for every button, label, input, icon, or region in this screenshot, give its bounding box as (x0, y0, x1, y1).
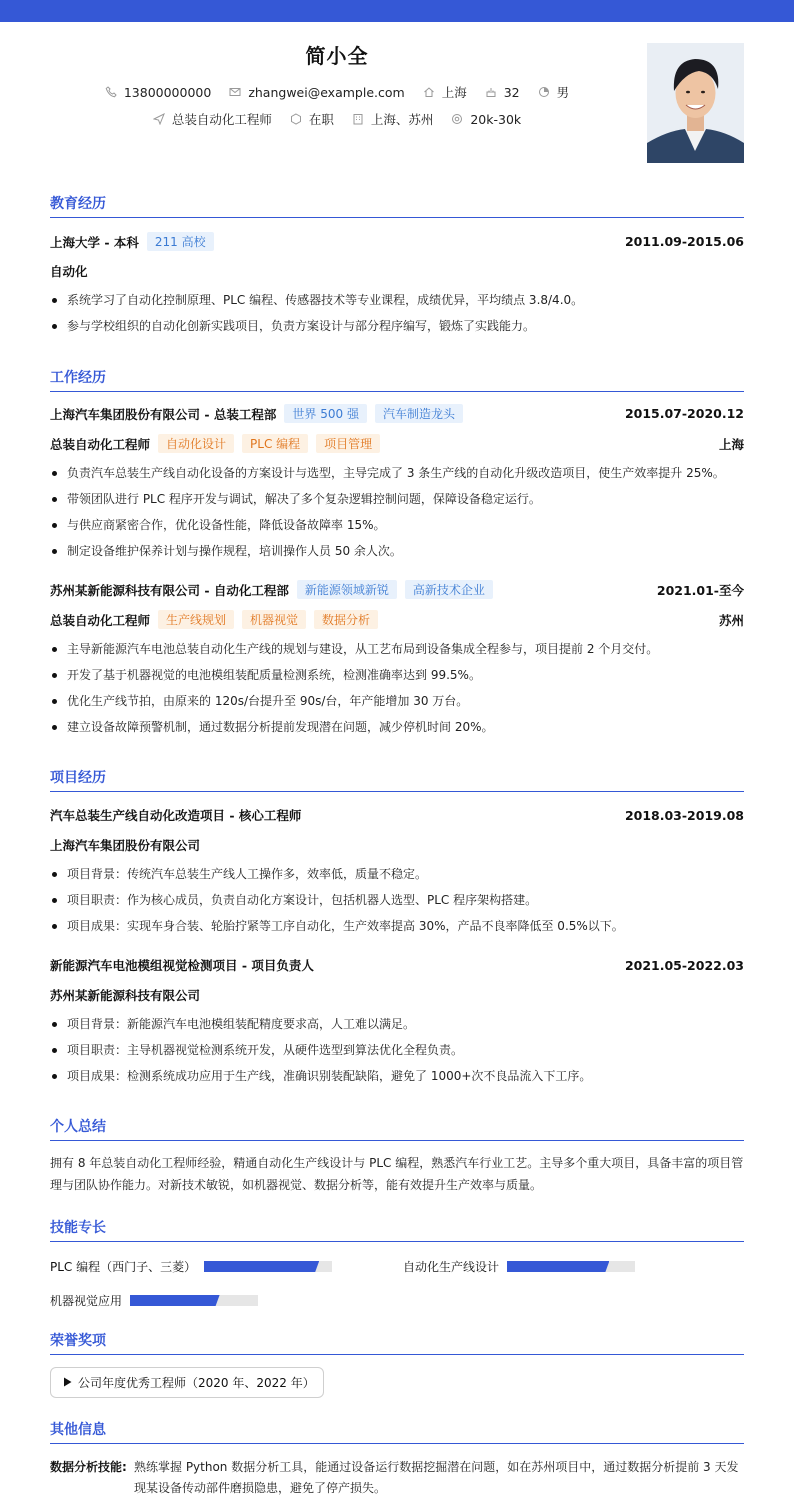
skill-bar (130, 1295, 258, 1306)
skill-bar (204, 1261, 332, 1272)
status-text: 在职 (308, 112, 334, 127)
school-name: 上海大学 - 本科 (50, 234, 139, 250)
job-header (50, 404, 744, 423)
list-item: 系统学习了自动化控制原理、PLC 编程、传感器技术等专业课程，成绩优异，平均绩点 3.8/4.0。 (50, 291, 744, 309)
city-item (423, 83, 467, 101)
company-name: 上海汽车集团股份有限公司 - 总装工程部 (50, 406, 277, 422)
awards-section-title: 荣誉奖项 (50, 1330, 744, 1355)
project-company: 苏州某新能源科技有限公司 (50, 988, 201, 1003)
skill-tag: PLC 编程 (242, 434, 308, 453)
work-section-title: 工作经历 (50, 367, 744, 392)
gender-item (538, 83, 570, 101)
job-intent-row (0, 110, 674, 128)
list-item: 主导新能源汽车电池总装自动化生产线的规划与建设，从工艺布局到设备集成全程参与，项目提前 2 个月交付。 (50, 640, 744, 658)
building-icon (352, 113, 364, 125)
phone-text: 13800000000 (123, 84, 212, 100)
project-date: 2018.03-2019.08 (624, 807, 744, 823)
profile-photo (647, 43, 744, 163)
skill-tag: 机器视觉 (242, 610, 306, 629)
home-icon (423, 86, 435, 98)
project-company-line (50, 836, 744, 854)
list-item: 项目背景：新能源汽车电池模组装配精度要求高，人工难以满足。 (50, 1015, 744, 1033)
age-text: 32 (503, 84, 520, 100)
list-item: 项目职责：主导机器视觉检测系统开发，从硬件选型到算法优化全程负责。 (50, 1041, 744, 1059)
list-item: 建立设备故障预警机制，通过数据分析提前发现潜在问题，减少停机时间 20%。 (50, 718, 744, 736)
company-tag: 世界 500 强 (284, 404, 367, 423)
mail-icon (229, 86, 241, 98)
project-name: 新能源汽车电池模组视觉检测项目 - 项目负责人 (50, 958, 314, 973)
job-city: 上海 (718, 436, 744, 452)
education-header (50, 232, 744, 251)
list-item: 优化生产线节拍，由原来的 120s/台提升至 90s/台，年产能增加 30 万台。 (50, 692, 744, 710)
job-date: 2021.01-至今 (656, 582, 744, 598)
list-item: 项目成果：实现车身合装、轮胎拧紧等工序自动化，生产效率提高 30%，产品不良率降低至 0.5%以下。 (50, 917, 744, 935)
award-text: 公司年度优秀工程师（2020 年、2022 年） (78, 1376, 315, 1390)
skills-section-title: 技能专长 (50, 1217, 744, 1242)
job-role-line (50, 610, 744, 629)
skill-tag: 生产线规划 (158, 610, 234, 629)
company-tag: 汽车制造龙头 (375, 404, 463, 423)
status-item (290, 110, 334, 128)
summary-section-title: 个人总结 (50, 1116, 744, 1141)
email-text: zhangwei@example.com (248, 84, 405, 100)
skill-bar-fill (507, 1261, 609, 1272)
send-icon (153, 113, 165, 125)
position-text: 总装自动化工程师 (171, 112, 272, 127)
skill-item (50, 1292, 258, 1309)
list-item: 带领团队进行 PLC 程序开发与调试，解决了多个复杂逻辑控制问题，保障设备稳定运行。 (50, 490, 744, 508)
project-header (50, 806, 744, 824)
email-item (229, 85, 404, 100)
job-role-line (50, 434, 744, 453)
triangle-right-icon (63, 1376, 72, 1390)
other-info-row (50, 1457, 744, 1499)
education-date: 2011.09-2015.06 (624, 234, 744, 249)
company-tag: 新能源领域新锐 (297, 580, 397, 599)
salary-icon (451, 113, 463, 125)
skill-bar-fill (204, 1261, 319, 1272)
job-city: 苏州 (718, 612, 744, 628)
list-item: 与供应商紧密合作，优化设备性能，降低设备故障率 15%。 (50, 516, 744, 534)
phone-item (105, 85, 211, 100)
city-text: 上海 (441, 85, 467, 100)
expected-city-item (352, 110, 434, 128)
cake-icon (485, 86, 497, 98)
project-header (50, 956, 744, 974)
phone-icon (105, 86, 117, 98)
skill-bar (507, 1261, 635, 1272)
skill-name: 机器视觉应用 (50, 1294, 123, 1308)
status-icon (290, 113, 302, 125)
gender-icon (538, 86, 550, 98)
projects-section-title: 项目经历 (50, 767, 744, 792)
other-text: 熟练掌握 Python 数据分析工具，能通过设备运行数据挖掘潜在问题，如在苏州项目中，通过数据分析提前 3 天发现某设备传动部件磨损隐患，避免了停产损失。 (134, 1460, 739, 1495)
list-item: 项目职责：作为核心成员，负责自动化方案设计，包括机器人选型、PLC 程序架构搭建。 (50, 891, 744, 909)
job-header (50, 580, 744, 599)
education-section-title: 教育经历 (50, 193, 744, 218)
job-role: 总装自动化工程师 (50, 612, 151, 628)
major-line (50, 262, 744, 280)
other-label: 数据分析技能: (50, 1460, 127, 1474)
major: 自动化 (50, 264, 88, 279)
skill-bar-fill (130, 1295, 220, 1306)
skill-tag: 自动化设计 (158, 434, 234, 453)
list-item: 开发了基于机器视觉的电池模组装配质量检测系统，检测准确率达到 99.5%。 (50, 666, 744, 684)
project-name: 汽车总装生产线自动化改造项目 - 核心工程师 (50, 808, 302, 823)
candidate-name: 简小全 (305, 44, 369, 68)
project-company-line (50, 986, 744, 1004)
salary-text: 20k-30k (470, 111, 522, 127)
contact-row (0, 83, 674, 101)
list-item: 项目成果：检测系统成功应用于生产线，准确识别装配缺陷，避免了 1000+次不良品流入下工序。 (50, 1067, 744, 1085)
position-item (153, 110, 272, 128)
other-section-title: 其他信息 (50, 1419, 744, 1444)
gender-text: 男 (556, 85, 570, 100)
project-date: 2021.05-2022.03 (624, 957, 744, 973)
skill-item (50, 1258, 332, 1275)
list-item: 项目背景：传统汽车总装生产线人工操作多，效率低，质量不稳定。 (50, 865, 744, 883)
expected-city-text: 上海、苏州 (370, 112, 434, 127)
top-accent-bar (0, 0, 794, 22)
summary-text: 拥有 8 年总装自动化工程师经验，精通自动化生产线设计与 PLC 编程，熟悉汽车行业工艺。主导多个重大项目，具备丰富的项目管理与团队协作能力。对新技术敏锐，如机器视觉、数据分析等，能有效提升生产效率与质量。 (50, 1156, 744, 1192)
list-item: 参与学校组织的自动化创新实践项目，负责方案设计与部分程序编写，锻炼了实践能力。 (50, 317, 744, 335)
award-item[interactable] (50, 1367, 324, 1398)
project-company: 上海汽车集团股份有限公司 (50, 838, 201, 853)
company-tag: 高新技术企业 (405, 580, 493, 599)
company-name: 苏州某新能源科技有限公司 - 自动化工程部 (50, 582, 289, 598)
skill-tag: 项目管理 (316, 434, 380, 453)
salary-item (451, 112, 521, 127)
job-role: 总装自动化工程师 (50, 436, 151, 452)
skill-name: 自动化生产线设计 (403, 1260, 500, 1274)
list-item: 负责汽车总装生产线自动化设备的方案设计与选型，主导完成了 3 条生产线的自动化升级改造项目，使生产效率提升 25%。 (50, 464, 744, 482)
skill-name: PLC 编程（西门子、三菱） (50, 1260, 197, 1274)
list-item: 制定设备维护保养计划与操作规程，培训操作人员 50 余人次。 (50, 542, 744, 560)
job-date: 2015.07-2020.12 (624, 406, 744, 421)
skill-tag: 数据分析 (314, 610, 378, 629)
age-item (485, 85, 520, 100)
skill-item (403, 1258, 635, 1275)
school-tag: 211 高校 (147, 232, 214, 251)
